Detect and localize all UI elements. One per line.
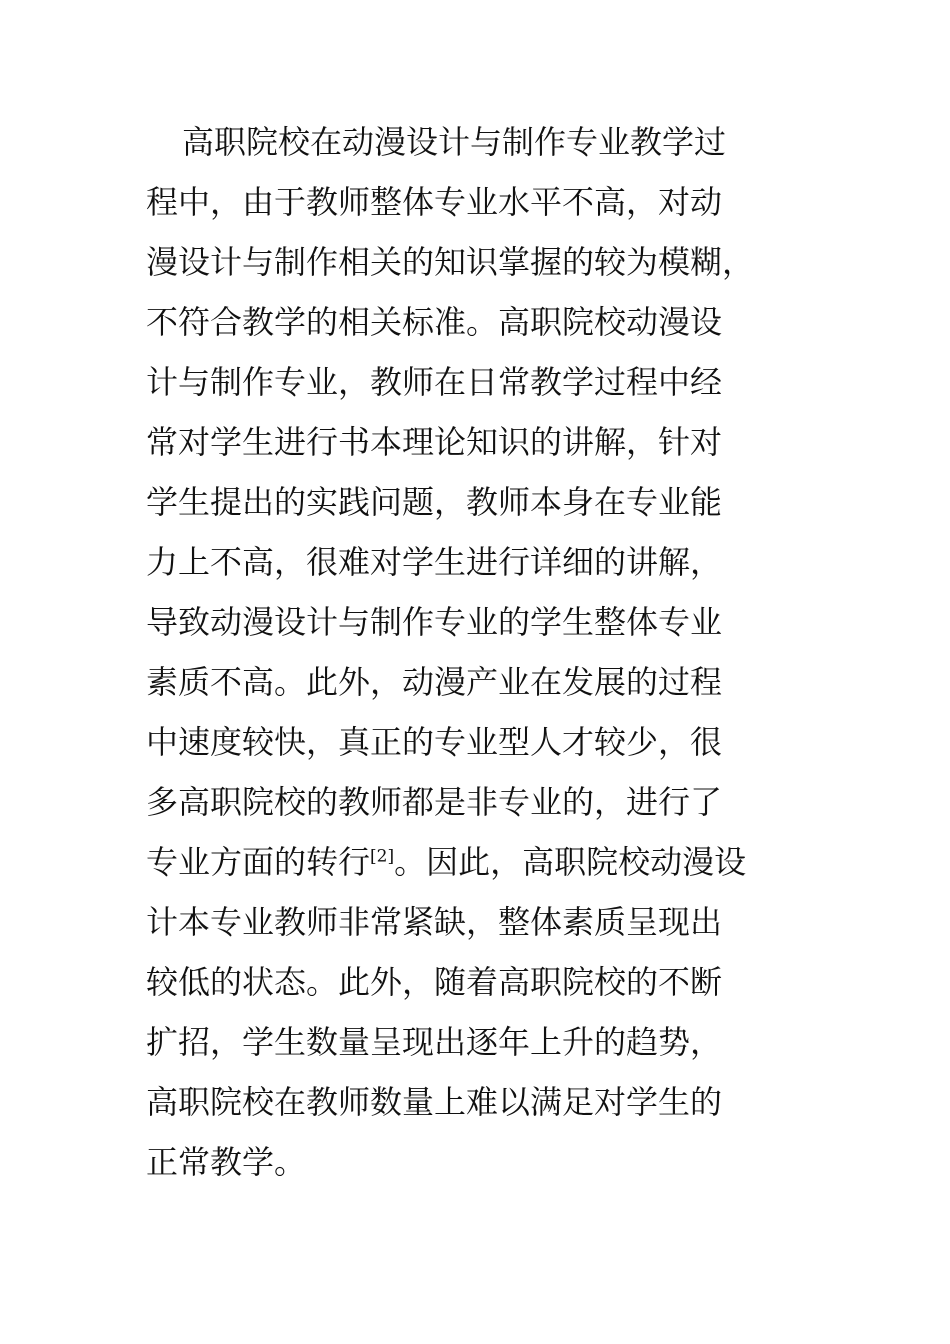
- text-line: 计与制作专业，教师在日常教学过程中经: [146, 363, 723, 401]
- text-line: 导致动漫设计与制作专业的学生整体专业: [146, 603, 723, 641]
- text-line: 高职院校在教师数量上难以满足对学生的: [146, 1083, 723, 1121]
- text-line: 计本专业教师非常紧缺，整体素质呈现出: [146, 903, 723, 941]
- text-line-with-citation: [146, 832, 746, 892]
- text-line: 漫设计与制作相关的知识掌握的较为模糊，: [146, 243, 755, 281]
- text-line: 扩招，学生数量呈现出逐年上升的趋势，: [146, 1023, 723, 1061]
- text-segment: 专业方面的转行: [146, 843, 371, 881]
- text-line: 中速度较快，真正的专业型人才较少，很: [146, 723, 723, 761]
- text-line: 较低的状态。此外，随着高职院校的不断: [146, 963, 723, 1001]
- text-line: 多高职院校的教师都是非专业的，进行了: [146, 783, 723, 821]
- text-line: 学生提出的实践问题，教师本身在专业能: [146, 483, 723, 521]
- citation-marker: [2]: [370, 846, 395, 867]
- text-segment: 。因此，高职院校动漫设: [394, 843, 747, 881]
- text-line: 素质不高。此外，动漫产业在发展的过程: [146, 663, 723, 701]
- text-line: 程中，由于教师整体专业水平不高，对动: [146, 183, 723, 221]
- text-line: 高职院校在动漫设计与制作专业教学过: [182, 123, 727, 161]
- text-line: 不符合教学的相关标准。高职院校动漫设: [146, 303, 723, 341]
- text-line: 常对学生进行书本理论知识的讲解，针对: [146, 423, 723, 461]
- text-line: 正常教学。: [146, 1143, 307, 1181]
- text-line: 力上不高，很难对学生进行详细的讲解，: [146, 543, 723, 581]
